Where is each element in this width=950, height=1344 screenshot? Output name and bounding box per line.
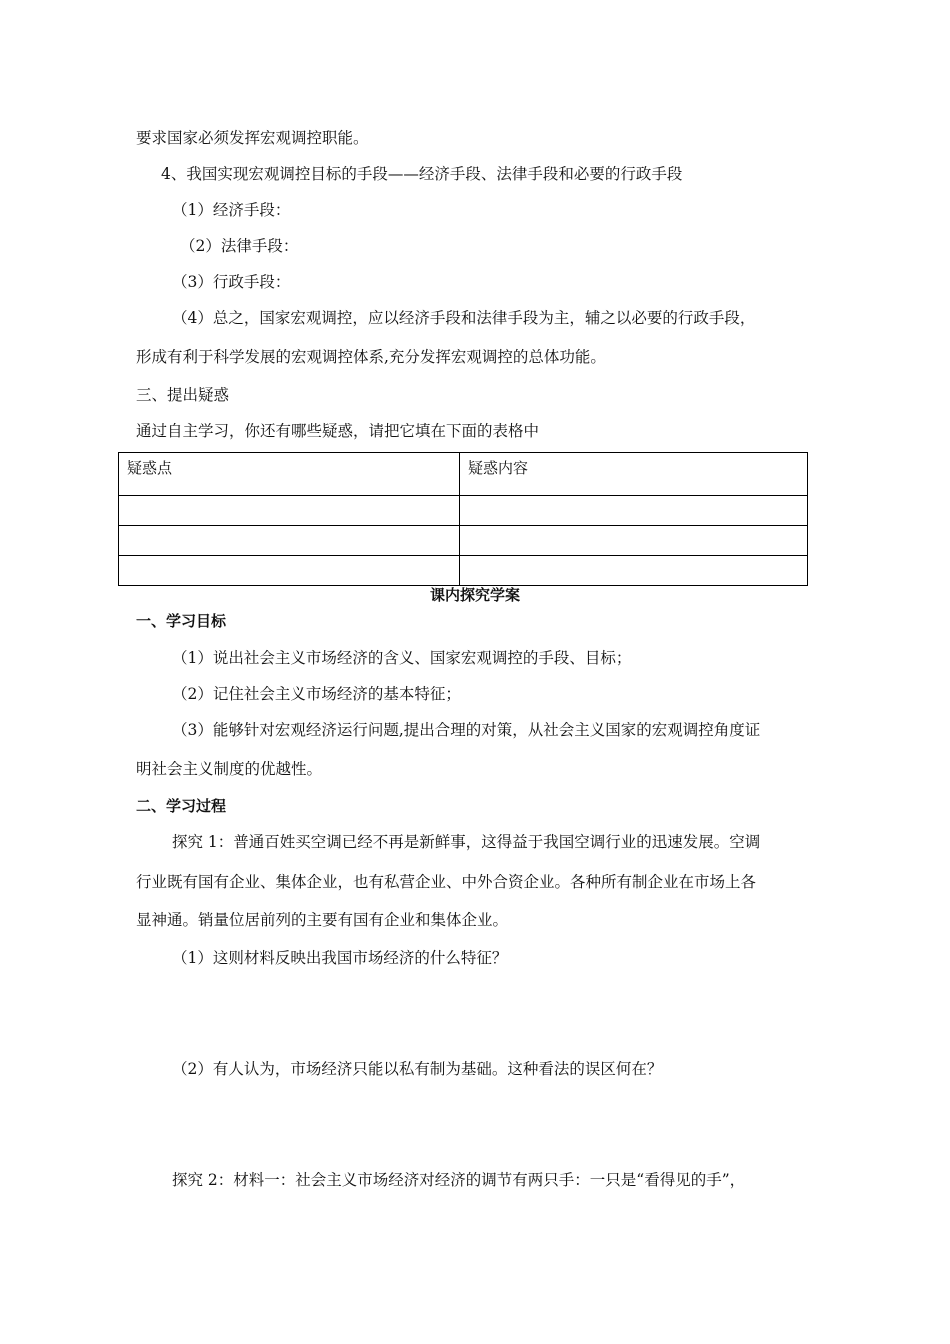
sub-item-economic: （1）经济手段： (172, 201, 291, 219)
sub-item-legal: （2）法律手段： (180, 237, 299, 255)
table-header-cell: 疑惑内容 (460, 453, 808, 496)
doubt-table (118, 452, 808, 586)
table-row (119, 526, 808, 556)
text-line: 明社会主义制度的优越性。 (136, 760, 323, 778)
table-row (119, 556, 808, 586)
goal-item: （1）说出社会主义市场经济的含义、国家宏观调控的手段、目标； (172, 649, 632, 667)
table-cell[interactable] (460, 526, 808, 556)
table-cell[interactable] (119, 496, 460, 526)
goal-item: （3）能够针对宏观经济运行问题,提出合理的对策，从社会主义国家的宏观调控角度证 (172, 721, 761, 739)
question-item: （2）有人认为，市场经济只能以私有制为基础。这种看法的误区何在？ (172, 1060, 663, 1078)
section-intro: 通过自主学习，你还有哪些疑惑，请把它填在下面的表格中 (136, 422, 540, 440)
text-line: 要求国家必须发挥宏观调控职能。 (136, 129, 369, 147)
sub-item-summary: （4）总之，国家宏观调控，应以经济手段和法律手段为主，辅之以必要的行政手段， (172, 309, 756, 327)
table-cell[interactable] (119, 526, 460, 556)
text-line: 形成有利于科学发展的宏观调控体系,充分发挥宏观调控的总体功能。 (136, 348, 606, 366)
table-cell[interactable] (119, 556, 460, 586)
section-heading: 一、学习目标 (136, 612, 227, 630)
explore-paragraph: 行业既有国有企业、集体企业，也有私营企业、中外合资企业。各种所有制企业在市场上各 (136, 873, 757, 891)
explore-paragraph: 显神通。销量位居前列的主要有国有企业和集体企业。 (136, 911, 509, 929)
explore-paragraph: 探究 1：普通百姓买空调已经不再是新鲜事，这得益于我国空调行业的迅速发展。空调 (172, 833, 761, 851)
page-title: 课内探究学案 (429, 586, 520, 604)
point-4-heading: 4、我国实现宏观调控目标的手段——经济手段、法律手段和必要的行政手段 (161, 165, 683, 183)
section-heading: 二、学习过程 (136, 797, 227, 815)
sub-item-administrative: （3）行政手段： (172, 273, 291, 291)
table-row (119, 496, 808, 526)
section-heading: 三、提出疑惑 (136, 386, 230, 404)
explore-paragraph: 探究 2：材料一：社会主义市场经济对经济的调节有两只手：一只是“看得见的手”， (172, 1171, 746, 1189)
table-cell[interactable] (460, 496, 808, 526)
question-item: （1）这则材料反映出我国市场经济的什么特征？ (172, 949, 508, 967)
table-header-cell: 疑惑点 (119, 453, 460, 496)
goal-item: （2）记住社会主义市场经济的基本特征； (172, 685, 461, 703)
table-cell[interactable] (460, 556, 808, 586)
